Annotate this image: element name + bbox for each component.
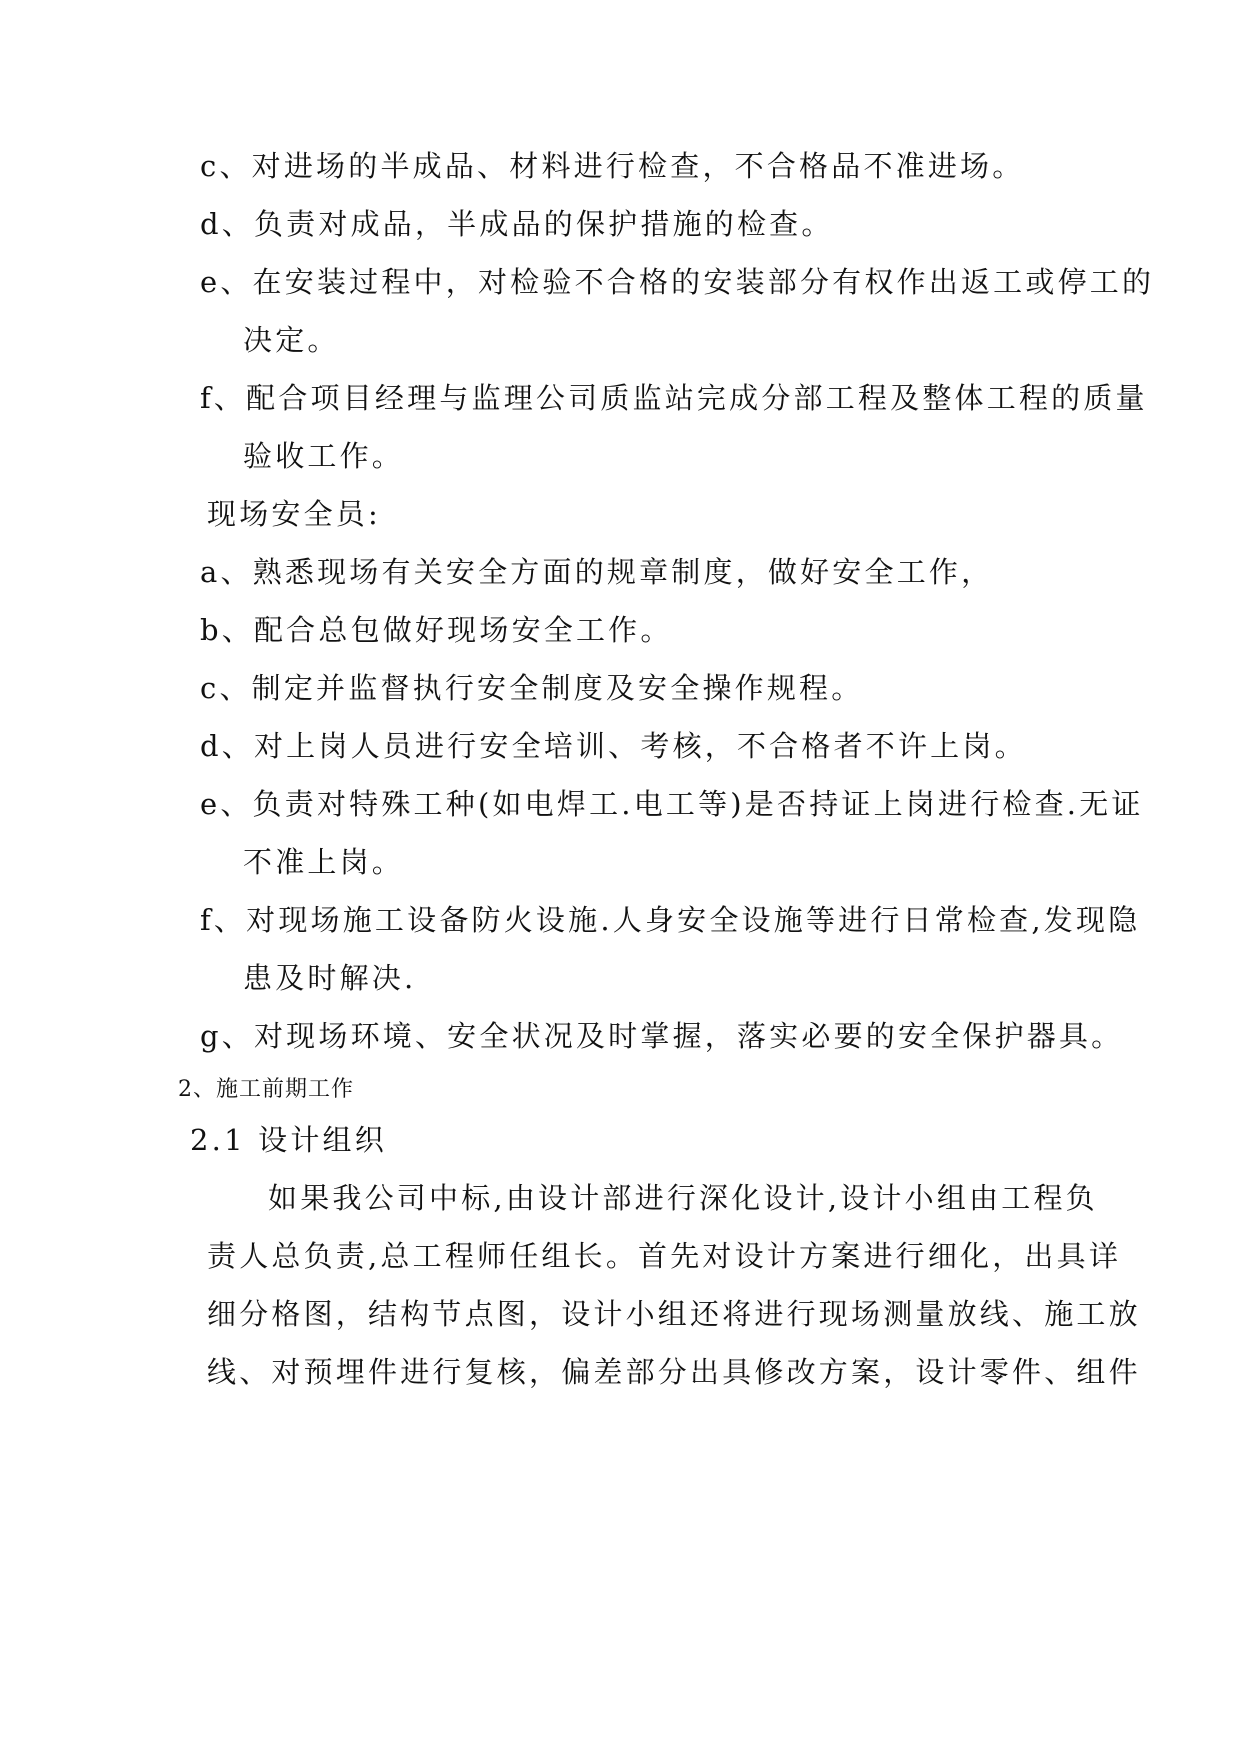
design-paragraph-line-2: 责人总负责,总工程师任组长。首先对设计方案进行细化，出具详 [207,1239,1122,1273]
safety-item-f-cont: 患及时解决. [243,961,417,995]
design-paragraph-line-3: 细分格图，结构节点图，设计小组还将进行现场测量放线、施工放 [207,1297,1141,1331]
safety-item-e-cont: 不准上岗。 [243,845,405,879]
safety-item-f: f、对现场施工设备防火设施.人身安全设施等进行日常检查,发现隐 [200,903,1141,937]
qc-item-f: f、配合项目经理与监理公司质监站完成分部工程及整体工程的质量 [200,381,1148,415]
design-paragraph-line-1: 如果我公司中标,由设计部进行深化设计,设计小组由工程负 [268,1181,1098,1215]
safety-item-c: c、制定并监督执行安全制度及安全操作规程。 [200,671,864,705]
section-heading: 2、施工前期工作 [178,1077,354,1102]
safety-heading: 现场安全员: [207,497,381,531]
qc-item-e: e、在安装过程中，对检验不合格的安装部分有权作出返工或停工的 [200,265,1155,299]
safety-item-e: e、负责对特殊工种(如电焊工.电工等)是否持证上岗进行检查.无证 [200,787,1144,821]
qc-item-d: d、负责对成品，半成品的保护措施的检查。 [200,207,834,241]
subsection-heading: 2.1 设计组织 [190,1123,387,1157]
safety-item-g: g、对现场环境、安全状况及时掌握，落实必要的安全保护器具。 [200,1019,1124,1053]
qc-item-c: c、对进场的半成品、材料进行检查，不合格品不准进场。 [200,149,1025,183]
safety-item-d: d、对上岗人员进行安全培训、考核，不合格者不许上岗。 [200,729,1027,763]
design-paragraph-line-4: 线、对预埋件进行复核，偏差部分出具修改方案，设计零件、组件 [207,1355,1141,1389]
qc-item-e-cont: 决定。 [243,323,340,357]
safety-item-b: b、配合总包做好现场安全工作。 [200,613,673,647]
safety-item-a: a、熟悉现场有关安全方面的规章制度，做好安全工作， [200,555,994,589]
qc-item-f-cont: 验收工作。 [243,439,405,473]
